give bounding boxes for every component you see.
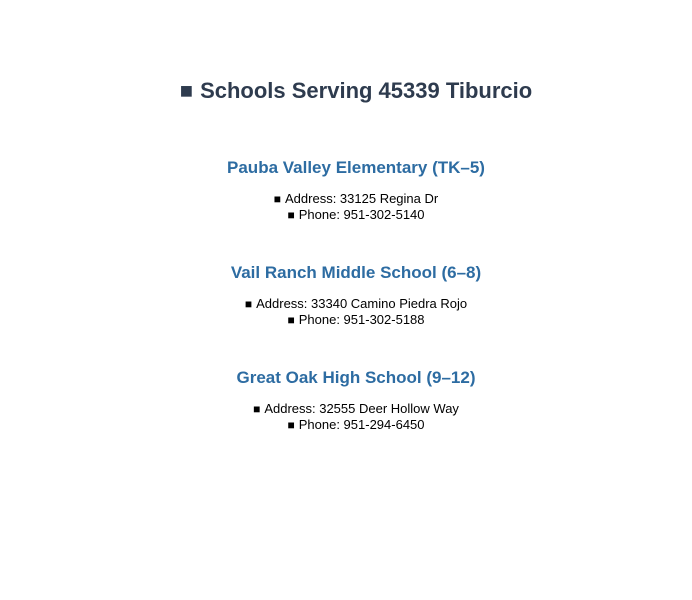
address-line (20, 296, 692, 312)
school-name: Great Oak High School (9–12) (236, 368, 476, 387)
phone-line (20, 312, 692, 328)
address-text: Address: 32555 Deer Hollow Way (264, 401, 459, 416)
square-bullet-icon: ■ (287, 418, 295, 432)
address-text: Address: 33125 Regina Dr (285, 191, 439, 206)
address-text: Address: 33340 Camino Piedra Rojo (256, 296, 468, 311)
square-bullet-icon: ■ (179, 78, 194, 103)
square-bullet-icon: ■ (287, 313, 295, 327)
school-section-vail-ranch (20, 263, 692, 328)
page-title-text: Schools Serving 45339 Tiburcio (200, 78, 533, 103)
school-section-pauba-valley (20, 158, 692, 223)
square-bullet-icon: ■ (273, 192, 282, 206)
address-line (20, 401, 692, 417)
school-name: Pauba Valley Elementary (TK–5) (227, 158, 485, 177)
school-name: Vail Ranch Middle School (6–8) (230, 263, 482, 282)
phone-text: Phone: 951-294-6450 (298, 417, 425, 432)
document-body (20, 0, 692, 433)
square-bullet-icon: ■ (287, 208, 295, 222)
phone-text: Phone: 951-302-5188 (298, 312, 425, 327)
square-bullet-icon: ■ (244, 297, 253, 311)
school-section-great-oak (20, 368, 692, 433)
phone-line (20, 207, 692, 223)
square-bullet-icon: ■ (253, 402, 261, 416)
address-line (20, 191, 692, 207)
phone-line (20, 417, 692, 433)
page-title (20, 78, 692, 104)
phone-text: Phone: 951-302-5140 (298, 207, 425, 222)
